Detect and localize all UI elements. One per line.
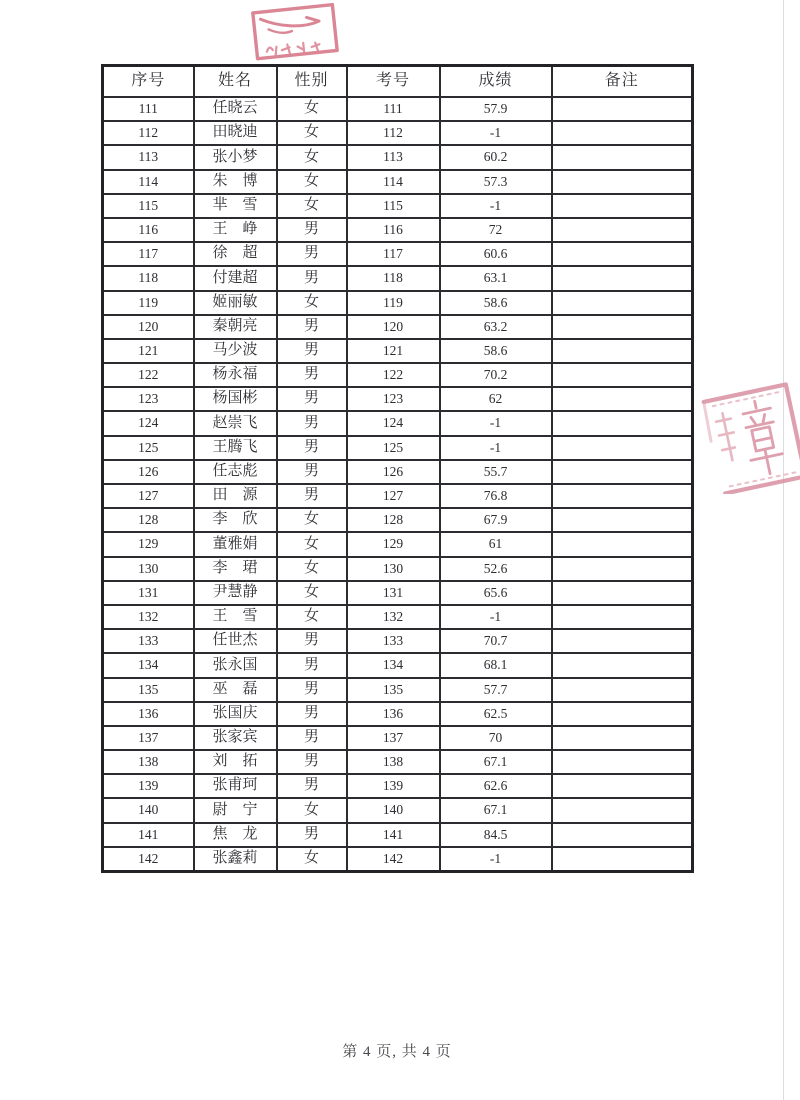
exam-no-cell: 121 (347, 339, 440, 363)
column-header: 姓名 (194, 66, 277, 98)
score-cell: 55.7 (440, 460, 552, 484)
gender-cell: 女 (277, 847, 347, 872)
remark-cell (552, 678, 693, 702)
score-cell: -1 (440, 121, 552, 145)
serial-cell: 120 (103, 315, 194, 339)
gender-cell: 男 (277, 484, 347, 508)
exam-no-cell: 115 (347, 194, 440, 218)
serial-cell: 111 (103, 97, 194, 121)
exam-no-cell: 135 (347, 678, 440, 702)
remark-cell (552, 605, 693, 629)
table-row (103, 532, 693, 556)
exam-no-cell: 126 (347, 460, 440, 484)
exam-no-cell: 137 (347, 726, 440, 750)
gender-cell: 男 (277, 436, 347, 460)
gender-cell: 男 (277, 678, 347, 702)
gender-cell: 男 (277, 460, 347, 484)
table-header-row (103, 66, 693, 98)
score-cell: 72 (440, 218, 552, 242)
gender-cell: 女 (277, 557, 347, 581)
exam-no-cell: 113 (347, 145, 440, 169)
table-row (103, 339, 693, 363)
name-cell: 田 源 (194, 484, 277, 508)
score-cell: 76.8 (440, 484, 552, 508)
name-cell: 尉 宁 (194, 798, 277, 822)
name-cell: 朱 博 (194, 170, 277, 194)
name-cell: 张小梦 (194, 145, 277, 169)
score-cell: 52.6 (440, 557, 552, 581)
remark-cell (552, 653, 693, 677)
name-cell: 张鑫莉 (194, 847, 277, 872)
serial-cell: 127 (103, 484, 194, 508)
remark-cell (552, 750, 693, 774)
serial-cell: 131 (103, 581, 194, 605)
name-cell: 李 珺 (194, 557, 277, 581)
table-row (103, 97, 693, 121)
name-cell: 付建超 (194, 266, 277, 290)
name-cell: 王 峥 (194, 218, 277, 242)
gender-cell: 女 (277, 581, 347, 605)
red-seal-stamp-icon (694, 360, 800, 494)
exam-no-cell: 122 (347, 363, 440, 387)
score-cell: -1 (440, 847, 552, 872)
score-cell: 68.1 (440, 653, 552, 677)
serial-cell: 126 (103, 460, 194, 484)
serial-cell: 117 (103, 242, 194, 266)
gender-cell: 男 (277, 750, 347, 774)
table-row (103, 121, 693, 145)
serial-cell: 113 (103, 145, 194, 169)
table-row (103, 798, 693, 822)
remark-cell (552, 702, 693, 726)
exam-no-cell: 139 (347, 774, 440, 798)
remark-cell (552, 557, 693, 581)
exam-no-cell: 116 (347, 218, 440, 242)
table-row (103, 387, 693, 411)
serial-cell: 125 (103, 436, 194, 460)
name-cell: 张甫珂 (194, 774, 277, 798)
table-row (103, 194, 693, 218)
score-cell: 57.3 (440, 170, 552, 194)
remark-cell (552, 121, 693, 145)
column-header: 性别 (277, 66, 347, 98)
score-cell: -1 (440, 194, 552, 218)
name-cell: 尹慧静 (194, 581, 277, 605)
serial-cell: 133 (103, 629, 194, 653)
remark-cell (552, 484, 693, 508)
name-cell: 赵崇飞 (194, 411, 277, 435)
gender-cell: 女 (277, 97, 347, 121)
exam-no-cell: 131 (347, 581, 440, 605)
scan-artifact-line (783, 0, 784, 1100)
score-cell: 60.6 (440, 242, 552, 266)
serial-cell: 119 (103, 291, 194, 315)
table-row (103, 726, 693, 750)
gender-cell: 男 (277, 315, 347, 339)
table-row (103, 581, 693, 605)
gender-cell: 女 (277, 194, 347, 218)
column-header: 成绩 (440, 66, 552, 98)
score-cell: -1 (440, 411, 552, 435)
serial-cell: 116 (103, 218, 194, 242)
gender-cell: 男 (277, 653, 347, 677)
name-cell: 王腾飞 (194, 436, 277, 460)
table-row (103, 436, 693, 460)
gender-cell: 男 (277, 774, 347, 798)
exam-no-cell: 117 (347, 242, 440, 266)
exam-no-cell: 136 (347, 702, 440, 726)
exam-no-cell: 120 (347, 315, 440, 339)
remark-cell (552, 218, 693, 242)
score-cell: 67.9 (440, 508, 552, 532)
serial-cell: 136 (103, 702, 194, 726)
serial-cell: 140 (103, 798, 194, 822)
exam-no-cell: 125 (347, 436, 440, 460)
gender-cell: 男 (277, 702, 347, 726)
table-row (103, 629, 693, 653)
table-row (103, 291, 693, 315)
remark-cell (552, 339, 693, 363)
gender-cell: 男 (277, 823, 347, 847)
score-cell: 58.6 (440, 291, 552, 315)
serial-cell: 141 (103, 823, 194, 847)
serial-cell: 135 (103, 678, 194, 702)
exam-no-cell: 134 (347, 653, 440, 677)
serial-cell: 118 (103, 266, 194, 290)
name-cell: 任志彪 (194, 460, 277, 484)
table-row (103, 170, 693, 194)
table-row (103, 242, 693, 266)
exam-no-cell: 127 (347, 484, 440, 508)
name-cell: 杨国彬 (194, 387, 277, 411)
gender-cell: 男 (277, 266, 347, 290)
table-row (103, 847, 693, 872)
serial-cell: 137 (103, 726, 194, 750)
table-row (103, 508, 693, 532)
column-header: 序号 (103, 66, 194, 98)
seal-top-text-marks (713, 392, 781, 407)
name-cell: 田晓迪 (194, 121, 277, 145)
remark-cell (552, 823, 693, 847)
exam-no-cell: 128 (347, 508, 440, 532)
serial-cell: 139 (103, 774, 194, 798)
gender-cell: 女 (277, 291, 347, 315)
gender-cell: 男 (277, 726, 347, 750)
page-number-footer: 第 4 页, 共 4 页 (342, 1044, 452, 1060)
score-cell: 60.2 (440, 145, 552, 169)
name-cell: 芈 雪 (194, 194, 277, 218)
remark-cell (552, 411, 693, 435)
exam-no-cell: 123 (347, 387, 440, 411)
stamp-border (253, 5, 337, 59)
serial-cell: 123 (103, 387, 194, 411)
score-cell: 67.1 (440, 798, 552, 822)
score-cell: 62.5 (440, 702, 552, 726)
name-cell: 杨永福 (194, 363, 277, 387)
name-cell: 刘 拓 (194, 750, 277, 774)
serial-cell: 121 (103, 339, 194, 363)
serial-cell: 134 (103, 653, 194, 677)
table-row (103, 653, 693, 677)
score-cell: 62.6 (440, 774, 552, 798)
name-cell: 姬丽敏 (194, 291, 277, 315)
stamp-swoosh (260, 13, 319, 30)
serial-cell: 132 (103, 605, 194, 629)
exam-no-cell: 140 (347, 798, 440, 822)
name-cell: 董雅娟 (194, 532, 277, 556)
score-cell: 67.1 (440, 750, 552, 774)
table-row (103, 315, 693, 339)
name-cell: 张永国 (194, 653, 277, 677)
exam-no-cell: 124 (347, 411, 440, 435)
remark-cell (552, 194, 693, 218)
gender-cell: 男 (277, 387, 347, 411)
remark-cell (552, 508, 693, 532)
serial-cell: 112 (103, 121, 194, 145)
exam-no-cell: 129 (347, 532, 440, 556)
exam-no-cell: 141 (347, 823, 440, 847)
column-header: 考号 (347, 66, 440, 98)
name-cell: 巫 磊 (194, 678, 277, 702)
score-cell: 84.5 (440, 823, 552, 847)
column-header: 备注 (552, 66, 693, 98)
table-row (103, 605, 693, 629)
exam-no-cell: 132 (347, 605, 440, 629)
remark-cell (552, 387, 693, 411)
remark-cell (552, 363, 693, 387)
remark-cell (552, 436, 693, 460)
exam-no-cell: 112 (347, 121, 440, 145)
table-row (103, 411, 693, 435)
name-cell: 任世杰 (194, 629, 277, 653)
name-cell: 张家宾 (194, 726, 277, 750)
score-table (101, 64, 694, 873)
name-cell: 秦朝亮 (194, 315, 277, 339)
remark-cell (552, 460, 693, 484)
serial-cell: 130 (103, 557, 194, 581)
score-cell: 70.2 (440, 363, 552, 387)
name-cell: 徐 超 (194, 242, 277, 266)
score-cell: 65.6 (440, 581, 552, 605)
remark-cell (552, 581, 693, 605)
gender-cell: 男 (277, 363, 347, 387)
seal-bottom-text-marks (730, 472, 797, 486)
table-row (103, 702, 693, 726)
seal-partial-character (715, 412, 740, 462)
stamp-script-marks (266, 41, 320, 57)
serial-cell: 129 (103, 532, 194, 556)
serial-cell: 115 (103, 194, 194, 218)
score-cell: 61 (440, 532, 552, 556)
remark-cell (552, 847, 693, 872)
gender-cell: 男 (277, 411, 347, 435)
table-row (103, 484, 693, 508)
exam-no-cell: 119 (347, 291, 440, 315)
name-cell: 马少波 (194, 339, 277, 363)
score-cell: 57.9 (440, 97, 552, 121)
gender-cell: 女 (277, 508, 347, 532)
serial-cell: 128 (103, 508, 194, 532)
table-row (103, 460, 693, 484)
name-cell: 焦 龙 (194, 823, 277, 847)
gender-cell: 男 (277, 218, 347, 242)
score-cell: 63.2 (440, 315, 552, 339)
red-stamp-top-icon (235, 0, 347, 62)
remark-cell (552, 726, 693, 750)
table-row (103, 678, 693, 702)
table-row (103, 557, 693, 581)
name-cell: 任晓云 (194, 97, 277, 121)
exam-no-cell: 111 (347, 97, 440, 121)
table-row (103, 774, 693, 798)
gender-cell: 男 (277, 242, 347, 266)
table-row (103, 145, 693, 169)
remark-cell (552, 291, 693, 315)
exam-no-cell: 130 (347, 557, 440, 581)
table-row (103, 823, 693, 847)
remark-cell (552, 315, 693, 339)
score-cell: 70 (440, 726, 552, 750)
exam-no-cell: 133 (347, 629, 440, 653)
score-cell: 63.1 (440, 266, 552, 290)
name-cell: 张国庆 (194, 702, 277, 726)
remark-cell (552, 242, 693, 266)
remark-cell (552, 170, 693, 194)
exam-no-cell: 118 (347, 266, 440, 290)
remark-cell (552, 798, 693, 822)
score-cell: -1 (440, 436, 552, 460)
score-cell: 70.7 (440, 629, 552, 653)
gender-cell: 女 (277, 605, 347, 629)
remark-cell (552, 629, 693, 653)
remark-cell (552, 97, 693, 121)
score-cell: 58.6 (440, 339, 552, 363)
serial-cell: 124 (103, 411, 194, 435)
exam-no-cell: 138 (347, 750, 440, 774)
serial-cell: 122 (103, 363, 194, 387)
serial-cell: 138 (103, 750, 194, 774)
score-cell: 57.7 (440, 678, 552, 702)
gender-cell: 男 (277, 339, 347, 363)
seal-border (704, 384, 800, 493)
remark-cell (552, 145, 693, 169)
name-cell: 李 欣 (194, 508, 277, 532)
exam-no-cell: 142 (347, 847, 440, 872)
remark-cell (552, 266, 693, 290)
gender-cell: 女 (277, 532, 347, 556)
table-row (103, 218, 693, 242)
exam-no-cell: 114 (347, 170, 440, 194)
serial-cell: 114 (103, 170, 194, 194)
remark-cell (552, 532, 693, 556)
name-cell: 王 雪 (194, 605, 277, 629)
score-cell: 62 (440, 387, 552, 411)
gender-cell: 男 (277, 629, 347, 653)
gender-cell: 女 (277, 798, 347, 822)
serial-cell: 142 (103, 847, 194, 872)
seal-character-zhang (739, 398, 786, 477)
table-row (103, 266, 693, 290)
table-row (103, 363, 693, 387)
gender-cell: 女 (277, 121, 347, 145)
gender-cell: 女 (277, 145, 347, 169)
score-cell: -1 (440, 605, 552, 629)
table-row (103, 750, 693, 774)
gender-cell: 女 (277, 170, 347, 194)
table-body (103, 97, 693, 872)
remark-cell (552, 774, 693, 798)
